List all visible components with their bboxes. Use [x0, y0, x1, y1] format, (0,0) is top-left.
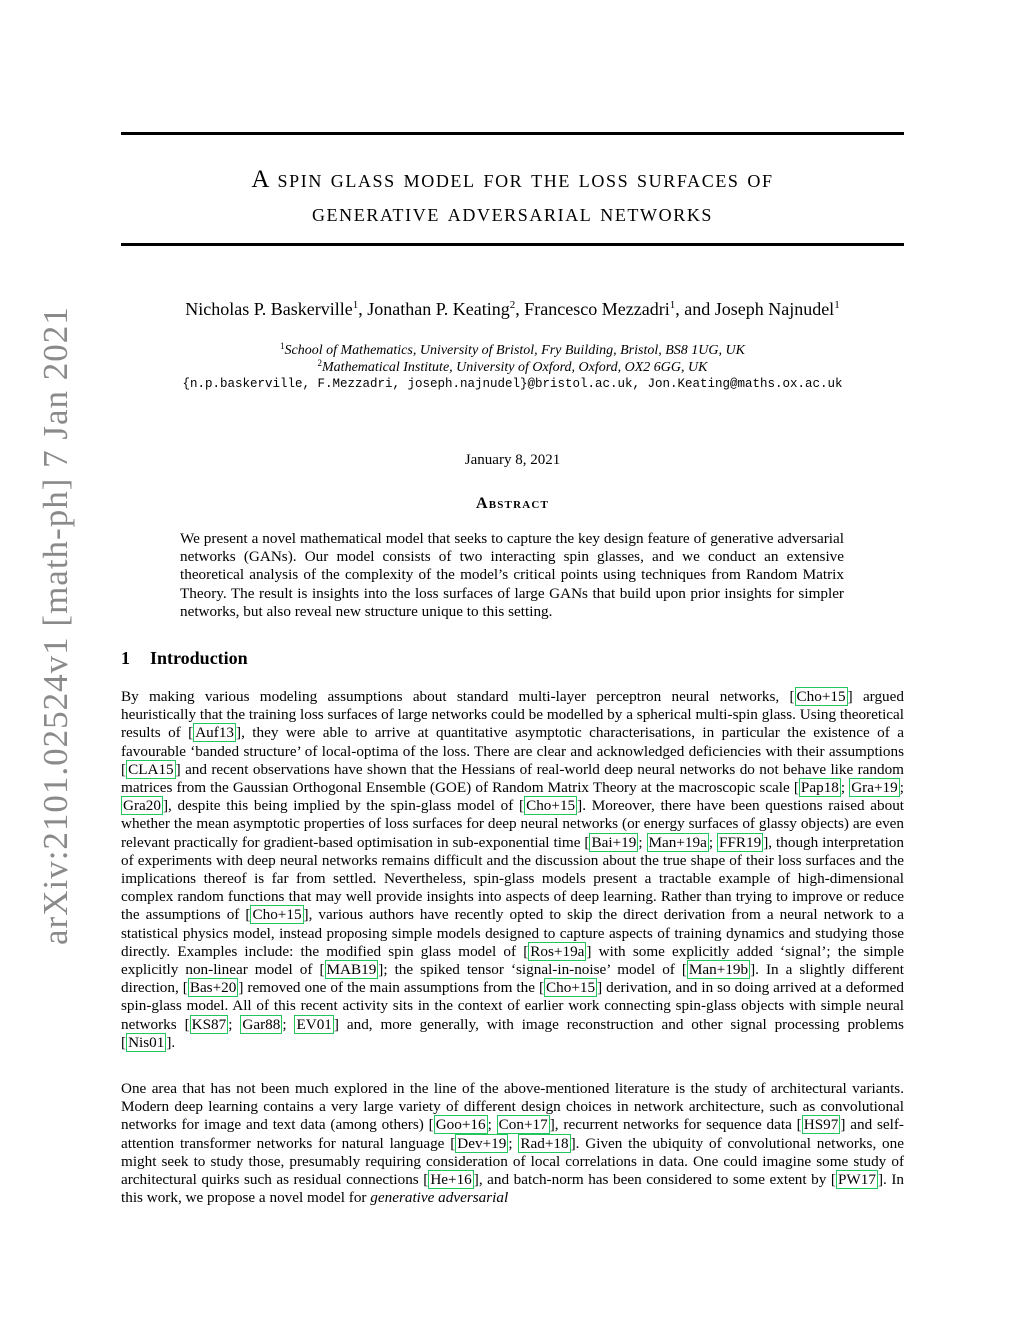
author-name: Jonathan P. Keating	[367, 299, 510, 319]
citation-link[interactable]: He+16	[430, 1171, 472, 1189]
body-text: ] derivation, and in so doing arrived at a deformed spin-glass model. All of this recent activity sits in the context of earlier work connecting spin-glass objects with simple neural networks [	[121, 979, 904, 1033]
citation-link[interactable]: Goo+16	[435, 1116, 486, 1134]
title-line-2: generative adversarial networks	[311, 200, 714, 227]
citation-link[interactable]: Dev+19	[457, 1134, 507, 1152]
citation-link[interactable]: MAB19	[326, 961, 377, 979]
author-separator: ,	[358, 299, 368, 319]
citation-link[interactable]: Cho+15	[796, 688, 846, 705]
citation-link[interactable]: FFR19	[719, 833, 762, 851]
author-name: Nicholas P. Baskerville	[185, 299, 353, 319]
citation-link[interactable]: HS97	[803, 1116, 839, 1134]
citation-link[interactable]: Rad+18	[520, 1134, 569, 1152]
author-affiliation-mark: 2	[509, 299, 516, 311]
author-emails: {n.p.baskerville, F.Mezzadri, joseph.najnudel}@bristol.ac.uk, Jon.Keating@maths.ox.ac.uk	[182, 377, 843, 391]
body-text: ;	[708, 833, 718, 851]
author-name: Francesco Mezzadri	[524, 299, 670, 319]
affiliation-mark: 1	[280, 341, 285, 351]
affiliation-1	[121, 343, 904, 359]
body-text: ;	[282, 1015, 295, 1033]
author-separator: ,	[515, 299, 525, 319]
body-text: ]. Given the ubiquity of convolutional networks, one might seek to study those, presumably requiring consideration of local correlations in data. One could imagine some study of architectural quirks such as residual connections [	[121, 1134, 904, 1189]
author-name: Joseph Najnudel	[714, 299, 835, 319]
citation-link[interactable]: Cho+15	[252, 906, 302, 924]
arxiv-stamp[interactable]: arXiv:2101.02524v1 [math-ph] 7 Jan 2021	[36, 306, 75, 945]
title-line-1: A spin glass model for the loss surfaces of	[251, 166, 774, 193]
body-text: ] argued heuristically that the training loss surfaces of large networks could be modelled by a spherical multi-spin glass. Using theoretical results of [	[121, 688, 904, 742]
body-text: ]. In a slightly different direction, [	[121, 961, 904, 997]
body-text: ].	[166, 1033, 176, 1051]
citation-link[interactable]: Cho+15	[526, 797, 576, 815]
body-text: ], and batch-norm has been considered to some extent by [	[473, 1171, 836, 1189]
abstract-text: We present a novel mathematical model that seeks to capture the key design feature of generative adversarial networks (GANs). Our model consists of two interacting spin glasses, and we conduct an extensive theoretical analysis of the complexity of the model’s critical points using techniques from Random Matrix Theory. The result is insights into the loss surfaces of large GANs that build upon prior insights for simpler networks, but also reveal new structure unique to this setting.	[180, 530, 844, 620]
citation-link[interactable]: Gra+19	[851, 779, 898, 797]
body-text: ]; the spiked tensor ‘signal-in-noise’ model of [	[378, 961, 687, 979]
citation-link[interactable]: EV01	[296, 1015, 332, 1033]
citation-link[interactable]: Gra20	[123, 797, 161, 815]
body-text: ]. Moreover, there have been questions raised about whether the mean asymptotic properties of loss surfaces for deep neural networks (or energy surfaces of glassy objects) are even relevant practically for gradient-based optimisation in sub-exponential time [	[121, 797, 905, 851]
citation-link[interactable]: Gar88	[242, 1015, 281, 1033]
citation-link[interactable]: Man+19b	[688, 961, 749, 979]
body-text: ], various authors have recently opted to skip the direct derivation from a neural network to a statistical physics model, instead proposing simple models designed to capture aspects of training dynamics and studying those directly. Examples include: the modified spin glass model of [	[121, 906, 904, 960]
title-rule-top	[121, 132, 904, 135]
body-text: ;	[487, 1116, 497, 1134]
body-text: ;	[508, 1134, 519, 1152]
body-text: ;	[228, 1015, 241, 1033]
abstract-heading: Abstract	[475, 495, 550, 512]
citation-link[interactable]: Man+19a	[648, 833, 707, 851]
section-heading	[121, 648, 248, 669]
body-text: ;	[638, 833, 647, 851]
body-text: ], despite this being implied by the spin-glass model of [	[162, 797, 525, 815]
body-text: ] removed one of the main assumptions from the [	[238, 979, 545, 997]
body-text: ] and recent observations have shown that the Hessians of real-world deep neural networks do not behave like random matrices from the Gaussian Orthogonal Ensemble (GOE) of Random Matrix Theory at the macroscopic scale [	[121, 760, 904, 797]
paper-date: January 8, 2021	[464, 452, 561, 468]
emphasis-text: generative adversarial	[370, 1189, 509, 1207]
author-affiliation-mark: 1	[669, 299, 676, 311]
body-text: ], though interpretation of experiments with deep neural networks remains difficult and the discussion about the true shape of their loss surfaces and the implications thereof is far from settled. Nevertheless, spin-glass models present a tractable example of high-dimensional complex random functions that may well provide insights into aspects of deep learning. Rather than trying to improve or reduce the assumptions of [	[121, 833, 904, 924]
body-text: ], recurrent networks for sequence data [	[549, 1116, 802, 1134]
affiliation-mark: 2	[317, 358, 323, 368]
citation-link[interactable]: Bai+19	[591, 833, 637, 851]
body-text: ] and, more generally, with image reconstruction and other signal processing problems [	[121, 1015, 904, 1051]
body-text: ;	[899, 779, 904, 797]
citation-link[interactable]: Ros+19a	[530, 942, 585, 960]
affiliation-2	[121, 360, 904, 376]
citation-link[interactable]: Pap18	[800, 779, 839, 797]
author-list	[121, 299, 904, 320]
citation-link[interactable]: Cho+15	[546, 979, 596, 997]
intro-paragraph-1	[121, 688, 904, 1052]
affiliation-text: School of Mathematics, University of Bristol, Fry Building, Bristol, BS8 1UG, UK	[284, 343, 745, 358]
affiliation-text: Mathematical Institute, University of Oxford, Oxford, OX2 6GG, UK	[322, 360, 708, 375]
citation-link[interactable]: CLA15	[128, 760, 174, 778]
body-text: One area that has not been much explored in the line of the above-mentioned literature is the study of architectural variants. Modern deep learning contains a very large variety of different design choices in network architecture, such as convolutional networks for image and text data (among others) [	[121, 1080, 904, 1134]
body-text: ], they were able to arrive at quantitative asymptotic characterisations, in particular the existence of a favourable ‘banded structure’ of local-optima of the loss. There are clear and acknowledged deficiencies with their assumptions [	[121, 724, 904, 778]
intro-paragraph-2	[121, 1080, 904, 1207]
citation-link[interactable]: PW17	[837, 1171, 876, 1189]
citation-link[interactable]: Con+17	[498, 1116, 548, 1134]
body-text: ]. In this work, we propose a novel model for	[121, 1171, 904, 1207]
citation-link[interactable]: Bas+20	[189, 979, 237, 997]
section-number: 1	[121, 648, 130, 668]
citation-link[interactable]: Nis01	[128, 1033, 165, 1051]
citation-link[interactable]: Auf13	[195, 724, 235, 742]
body-text: ;	[840, 779, 850, 797]
body-text: ] with some explicitly added ‘signal’; the simple explicitly non-linear model of [	[121, 942, 905, 979]
paper-title	[121, 163, 904, 231]
author-affiliation-mark: 1	[352, 299, 359, 311]
title-rule-bottom	[121, 243, 904, 246]
author-separator: , and	[675, 299, 715, 319]
section-title: Introduction	[150, 648, 248, 668]
citation-link[interactable]: KS87	[191, 1015, 227, 1033]
body-text: By making various modeling assumptions about standard multi-layer perceptron neural networks, [	[121, 688, 795, 705]
body-text: ] and self-attention transformer networks for natural language [	[121, 1116, 904, 1152]
author-affiliation-mark: 1	[834, 299, 840, 311]
